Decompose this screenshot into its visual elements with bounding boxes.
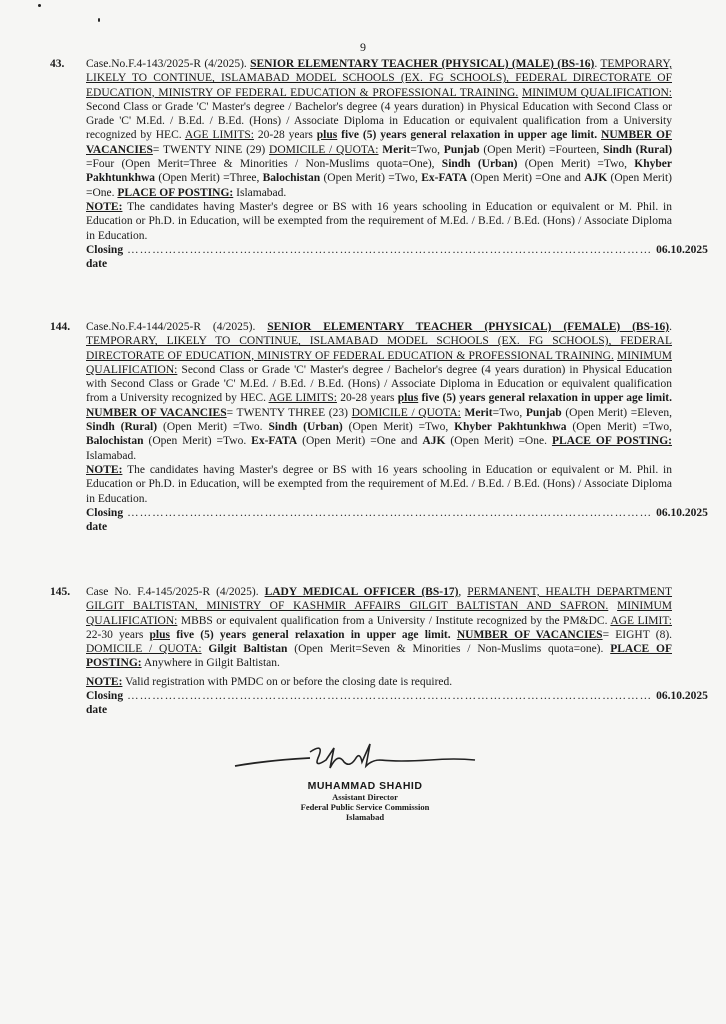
entry-number: 145.	[50, 586, 71, 598]
quota-region: Merit	[464, 406, 493, 419]
closing-label: Closing date	[86, 243, 124, 271]
posting: Anywhere in Gilgit Baltistan.	[143, 657, 280, 670]
posting-label: PLACE OF POSTING:	[86, 643, 672, 670]
quota-detail: (Open Merit) =One and	[297, 435, 423, 448]
entry-note	[86, 200, 672, 243]
entry-number: 43.	[50, 58, 65, 70]
vacancy-entry	[50, 320, 708, 534]
quota-region: AJK	[584, 172, 608, 185]
department: TEMPORARY, LIKELY TO CONTINUE, ISLAMABAD MODEL SCHOOLS (EX. FG SCHOOLS), FEDERAL DIRECTORATE OF EDUCATION, MINISTRY OF FEDERAL EDUCATION & PROFESSIONAL TRAINING.	[86, 335, 672, 362]
domicile-label: DOMICILE / QUOTA:	[351, 406, 461, 419]
quota-detail: (Open Merit) =Two,	[517, 158, 635, 171]
signatory-name: MUHAMMAD SHAHID	[307, 780, 423, 792]
min-qual: MBBS or equivalent qualification from a University / Institute recognized by the PM&DC.	[180, 614, 608, 627]
quota-detail: (Open Merit) =Two,	[320, 172, 422, 185]
case-number: Case.No.F.4-144/2025-R (4/2025).	[86, 321, 256, 333]
quota-region: Khyber Pakhtunkhwa	[86, 158, 672, 185]
posting: Islamabad.	[86, 449, 137, 462]
quota-region: Punjab	[443, 143, 480, 156]
note-label: NOTE:	[86, 675, 123, 688]
closing-row	[86, 506, 708, 535]
age-label: AGE LIMITS:	[268, 392, 337, 405]
case-number: Case.No.F.4-143/2025-R (4/2025).	[86, 58, 247, 70]
quota-detail: (Open Merit) =Two,	[566, 421, 672, 434]
quota-region: AJK	[422, 435, 446, 448]
quota-detail: (Open Merit) =One.	[86, 172, 672, 199]
quota-region: Balochistan	[262, 172, 321, 185]
note-text: Valid registration with PMDC on or before the closing date is required.	[125, 675, 453, 688]
quota-detail: =Two,	[410, 143, 444, 156]
min-qual: Second Class or Grade 'C' Master's degree / Bachelor's degree (4 years duration) in Physical Education with Second Class or Grade 'C' M.Ed. / B.Ed. / B.Ed. (Hons) / Associate Diploma in Education or equivalent qualification from a University recognized by HEC.	[86, 363, 673, 405]
entry-description: Case No. F.4-145/2025-R (4/2025). LADY MEDICAL OFFICER (BS-17), PERMANENT, HEALTH DEPARTMENT GILGIT BALTISTAN, MINISTRY OF KASHMIR AFFAIRS GILGIT BALTISTAN AND SAFRON. MINIMUM QUALIFICATION: MBBS or equivalent qualification from a University / Institute recognized by the PM&DC. AGE LIMIT: 22-30 years plus five (5) years general relaxation in upper age limit. NUMBER OF VACANCIES= EIGHT (8). DOMICILE / QUOTA: Gilgit Baltistan (Open Merit=Seven & Minorities / Non-Muslims quota=one). PLACE OF POSTING: Anywhere in Gilgit Baltistan.	[86, 586, 673, 670]
case-number: Case No. F.4-145/2025-R (4/2025).	[86, 586, 259, 598]
closing-label: Closing date	[86, 690, 124, 717]
age: 20-28 years	[257, 129, 313, 142]
plus-word: plus	[149, 628, 170, 641]
plus-word: plus	[316, 129, 338, 142]
leader-dots: ………………………………………………………………………………………………………………	[127, 690, 653, 703]
quota-detail: (Open Merit) =One.	[445, 435, 552, 448]
quota-detail: (Open Merit) =One and	[467, 172, 585, 185]
vacancies: = EIGHT (8).	[602, 628, 673, 641]
vacancy-entry	[50, 585, 708, 718]
entry-note	[86, 675, 672, 689]
entry-number: 144.	[50, 321, 71, 333]
quota-detail: =Four (Open Merit=Three & Minorities / Non-Muslims quota=One),	[86, 158, 442, 171]
leader-dots: ………………………………………………………………………………………………………………	[127, 506, 653, 519]
min-qual-label: MINIMUM QUALIFICATION:	[521, 86, 672, 99]
quota-detail: (Open Merit) =Three,	[155, 172, 263, 185]
closing-date: 06.10.2025	[656, 506, 708, 519]
relaxation: five (5) years general relaxation in upper age limit.	[176, 628, 451, 641]
quota-region: Ex-FATA	[421, 172, 468, 185]
quota-region: Gilgit Baltistan	[208, 643, 288, 656]
posting: Islamabad.	[236, 186, 287, 199]
leader-dots: ………………………………………………………………………………………………………………	[127, 243, 653, 256]
signatory-city: Islamabad	[345, 812, 385, 822]
min-qual-label: MINIMUM QUALIFICATION:	[86, 349, 672, 376]
quota-region: Sindh (Rural)	[603, 143, 673, 156]
posting-label: PLACE OF POSTING:	[117, 186, 234, 199]
vacancies-label: NUMBER OF VACANCIES	[456, 628, 603, 641]
age: 22-30 years	[86, 628, 144, 641]
signature-block	[250, 780, 480, 822]
vacancies-label: NUMBER OF VACANCIES	[86, 406, 227, 419]
note-text: The candidates having Master's degree or BS with 16 years schooling in Education or equivalent or M. Phil. in Education or Ph.D. in Education, will be exempted from the requirement of M.Ed. / B.Ed. / B.Ed. (Hons) / Associate Diploma in Education.	[86, 200, 672, 242]
entry-note	[86, 463, 672, 506]
domicile-label: DOMICILE / QUOTA:	[269, 143, 379, 156]
quota-region: Sindh (Urban)	[441, 158, 518, 171]
note-label: NOTE:	[86, 463, 123, 476]
scan-speck	[98, 18, 100, 22]
quota-detail: (Open Merit) =Fourteen,	[479, 143, 604, 156]
closing-date: 06.10.2025	[656, 243, 708, 256]
quota-region: Sindh (Urban)	[268, 421, 343, 434]
quota-region: Khyber Pakhtunkhwa	[454, 421, 567, 434]
closing-label: Closing date	[86, 506, 124, 534]
quota-region: Merit	[382, 143, 411, 156]
scan-speck	[38, 4, 41, 7]
age-label: AGE LIMIT:	[610, 614, 672, 627]
post-title: SENIOR ELEMENTARY TEACHER (PHYSICAL) (MALE) (BS-16)	[250, 58, 595, 70]
quota-region: Punjab	[525, 406, 562, 419]
relaxation: five (5) years general relaxation in upper age limit.	[341, 129, 598, 142]
min-qual: Second Class or Grade 'C' Master's degree / Bachelor's degree (4 years duration) in Physical Education with Second Class or Grade 'C' M.Ed. / B.Ed. / B.Ed. (Hons) / Associate Diploma in Education or equivalent qualification from a University recognized by HEC.	[86, 100, 672, 142]
quota-detail: (Open Merit) =Two.	[157, 421, 269, 434]
quota-region: Ex-FATA	[251, 435, 298, 448]
closing-row	[86, 243, 708, 272]
relaxation: five (5) years general relaxation in upper age limit.	[421, 392, 673, 405]
vacancies-label: NUMBER OF VACANCIES	[86, 129, 672, 156]
signatory-title: Assistant Director	[332, 792, 398, 802]
quota-text	[208, 643, 610, 655]
entry-description: Case.No.F.4-144/2025-R (4/2025). SENIOR ELEMENTARY TEACHER (PHYSICAL) (FEMALE) (BS-16). TEMPORARY, LIKELY TO CONTINUE, ISLAMABAD MODEL SCHOOLS (EX. FG SCHOOLS), FEDERAL DIRECTORATE OF EDUCATION, MINISTRY OF FEDERAL EDUCATION & PROFESSIONAL TRAINING. MINIMUM QUALIFICATION: Second Class or Grade 'C' Master's degree / Bachelor's degree (4 years duration) in Physical Education with Second Class or Grade 'C' M.Ed. / B.Ed. / B.Ed. (Hons) / Associate Diploma in Education or equivalent qualification from a University recognized by HEC. AGE LIMITS: 20-28 years plus five (5) years general relaxation in upper age limit. NUMBER OF VACANCIES= TWENTY THREE (23) DOMICILE / QUOTA: Merit=Two, Punjab (Open Merit) =Eleven, Sindh (Rural) (Open Merit) =Two. Sindh (Urban) (Open Merit) =Two, Khyber Pakhtunkhwa (Open Merit) =Two, Balochistan (Open Merit) =Two. Ex-FATA (Open Merit) =One and AJK (Open Merit) =One. PLACE OF POSTING: Islamabad.	[86, 321, 673, 462]
signatory-org: Federal Public Service Commission	[300, 802, 430, 812]
age: 20-28 years	[340, 392, 395, 405]
vacancies: = TWENTY NINE (29)	[152, 143, 266, 156]
closing-date: 06.10.2025	[656, 690, 708, 703]
quota-detail: (Open Merit) =Eleven,	[561, 406, 673, 419]
vacancies: = TWENTY THREE (23)	[226, 406, 348, 419]
page-number: 9	[360, 40, 366, 54]
quota-detail: (Open Merit=Seven & Minorities / Non-Muslims quota=one).	[287, 643, 611, 656]
post-title: SENIOR ELEMENTARY TEACHER (PHYSICAL) (FEMALE) (BS-16)	[267, 321, 670, 333]
quota-region: Sindh (Rural)	[86, 421, 158, 434]
closing-row	[86, 689, 708, 718]
note-label: NOTE:	[86, 200, 123, 213]
domicile-label: DOMICILE / QUOTA:	[86, 643, 202, 656]
post-title: LADY MEDICAL OFFICER (BS-17)	[264, 586, 459, 598]
age-label: AGE LIMITS:	[184, 129, 254, 142]
quota-detail: =Two,	[492, 406, 526, 419]
entry-description: Case.No.F.4-143/2025-R (4/2025). SENIOR ELEMENTARY TEACHER (PHYSICAL) (MALE) (BS-16). TEMPORARY, LIKELY TO CONTINUE, ISLAMABAD MODEL SCHOOLS (EX. FG SCHOOLS), FEDERAL DIRECTORATE OF EDUCATION, MINISTRY OF FEDERAL EDUCATION & PROFESSIONAL TRAINING. MINIMUM QUALIFICATION: Second Class or Grade 'C' Master's degree / Bachelor's degree (4 years duration) in Physical Education with Second Class or Grade 'C' M.Ed. / B.Ed. / B.Ed. (Hons) / Associate Diploma in Education or equivalent qualification from a University recognized by HEC. AGE LIMITS: 20-28 years plus five (5) years general relaxation in upper age limit. NUMBER OF VACANCIES= TWENTY NINE (29) DOMICILE / QUOTA: Merit=Two, Punjab (Open Merit) =Fourteen, Sindh (Rural) =Four (Open Merit=Three & Minorities / Non-Muslims quota=One), Sindh (Urban) (Open Merit) =Two, Khyber Pakhtunkhwa (Open Merit) =Three, Balochistan (Open Merit) =Two, Ex-FATA (Open Merit) =One and AJK (Open Merit) =One. PLACE OF POSTING: Islamabad.	[86, 58, 673, 199]
quota-detail: (Open Merit) =Two,	[342, 421, 455, 434]
posting-label: PLACE OF POSTING:	[551, 435, 672, 448]
quota-detail: (Open Merit) =Two.	[143, 435, 252, 448]
quota-region: Balochistan	[86, 435, 144, 448]
department: TEMPORARY, LIKELY TO CONTINUE, ISLAMABAD MODEL SCHOOLS (EX. FG SCHOOLS), FEDERAL DIRECTORATE OF EDUCATION, MINISTRY OF FEDERAL EDUCATION & PROFESSIONAL TRAINING.	[86, 58, 673, 99]
department: PERMANENT, HEALTH DEPARTMENT GILGIT BALTISTAN, MINISTRY OF KASHMIR AFFAIRS GILGIT BALTISTAN AND SAFRON.	[86, 586, 673, 613]
vacancy-entry	[50, 57, 708, 271]
min-qual-label: MINIMUM QUALIFICATION:	[86, 600, 673, 627]
note-text: The candidates having Master's degree or BS with 16 years schooling in Education or equivalent or M. Phil. in Education or Ph.D. in Education, will be exempted from the requirement of M.Ed. / B.Ed. / B.Ed. (Hons) / Associate Diploma in Education.	[86, 463, 672, 505]
plus-word: plus	[397, 392, 419, 405]
